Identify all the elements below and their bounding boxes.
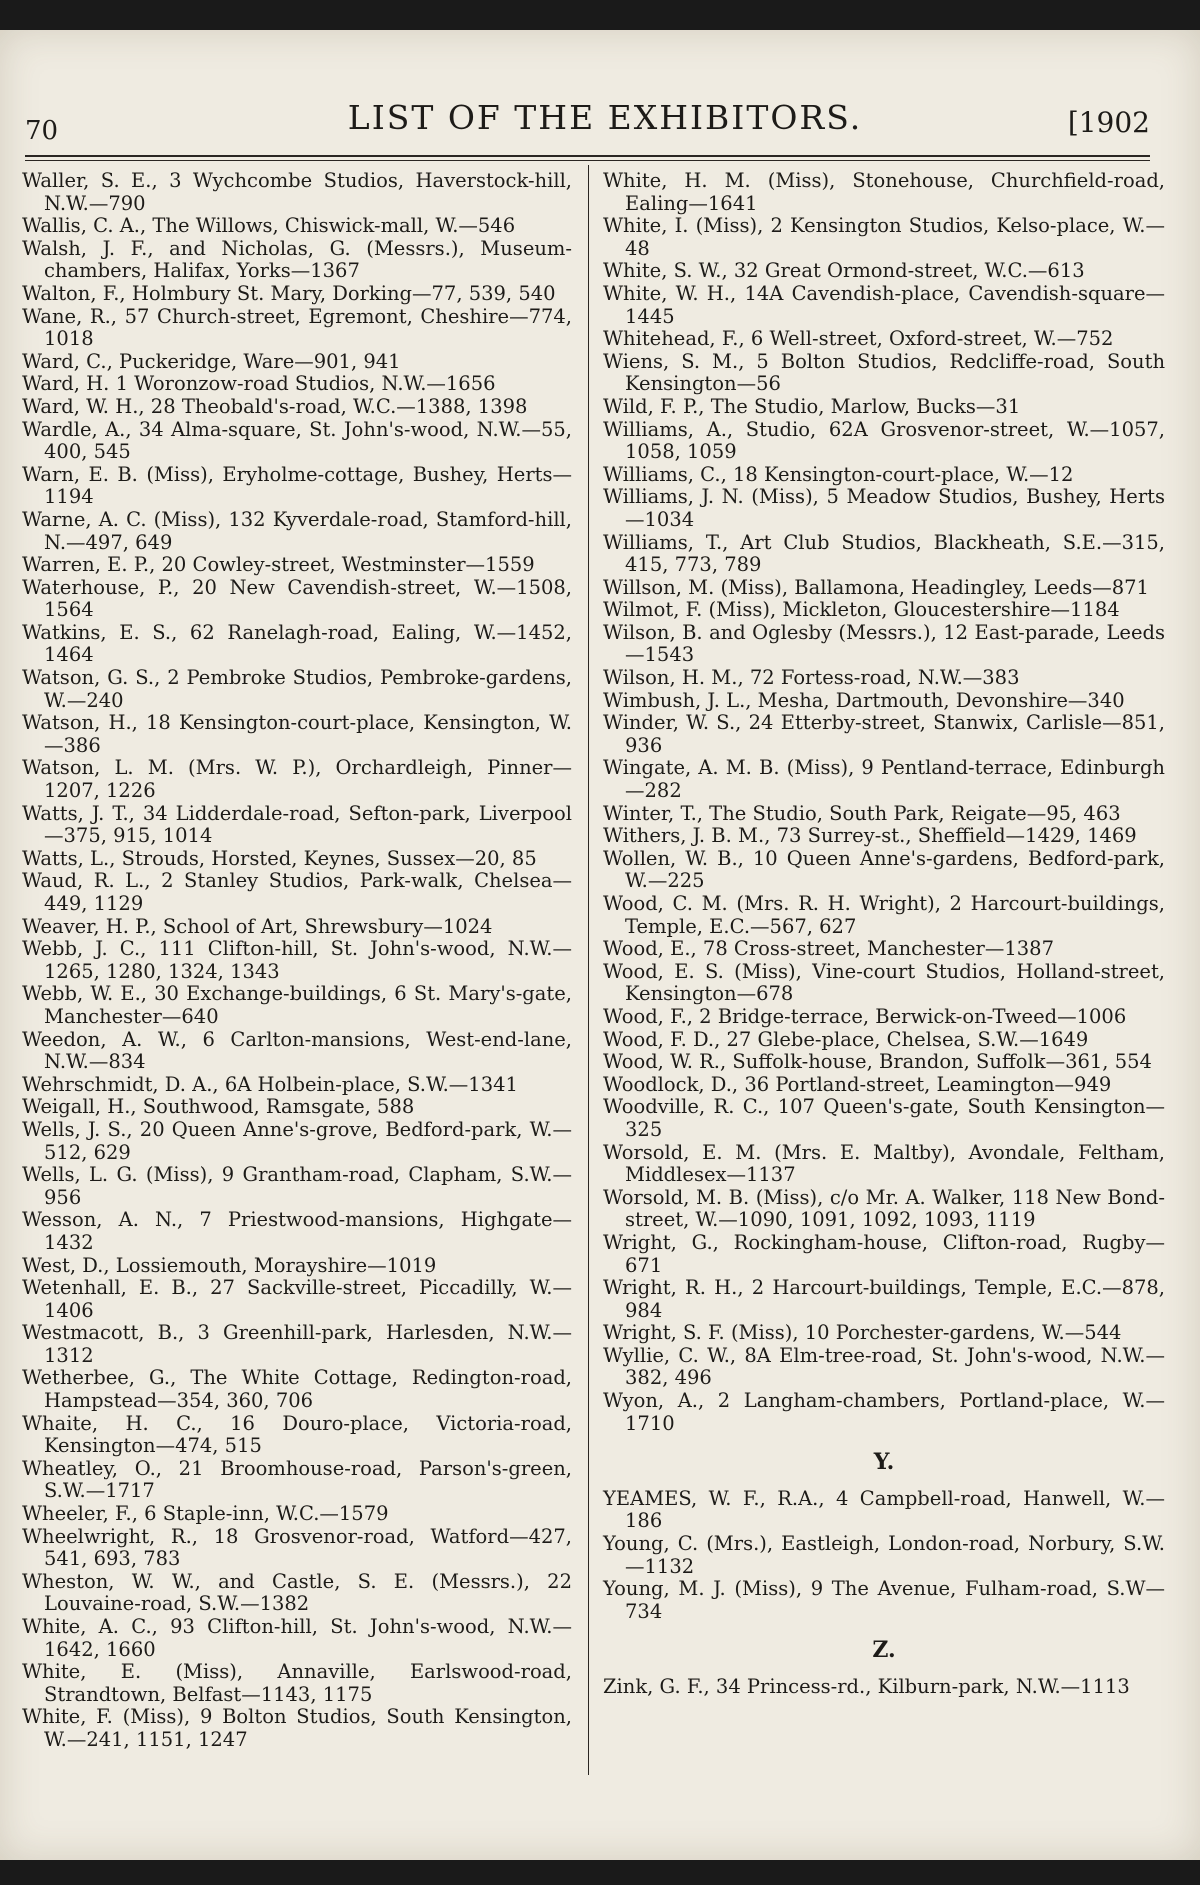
exhibitor-entry: White, H. M. (Miss), Stonehouse, Churchfield-road, Ealing—1641 [603,169,1165,215]
exhibitor-entry: Wheeler, F., 6 Staple-inn, W.C.—1579 [22,1502,389,1526]
exhibitor-entry: Willson, M. (Miss), Ballamona, Headingley, Leeds—871 [603,575,1149,599]
exhibitor-entry: Worsold, E. M. (Mrs. E. Maltby), Avondale, Feltham, Middlesex—1137 [603,1140,1165,1187]
exhibitor-entry: Wright, R. H., 2 Harcourt-buildings, Temple, E.C.—878, 984 [603,1276,1165,1322]
exhibitor-entry: Wetherbee, G., The White Cottage, Redington-road, Hampstead—354, 360, 706 [22,1366,572,1413]
exhibitor-entry: Woodlock, D., 36 Portland-street, Leamington—949 [603,1072,1112,1096]
exhibitor-entry: Wood, E. S. (Miss), Vine-court Studios, Holland-street, Kensington—678 [603,959,1165,1006]
exhibitor-entry: Wood, W. R., Suffolk-house, Brandon, Suffolk—361, 554 [603,1050,1152,1074]
exhibitor-entry: White, S. W., 32 Great Ormond-street, W.C.—613 [603,259,1085,283]
exhibitor-entry: Wheston, W. W., and Castle, S. E. (Messrs.), 22 Louvaine-road, S.W.—1382 [22,1569,572,1616]
left-column [22,170,572,1752]
exhibitor-entry: Wells, L. G. (Miss), 9 Grantham-road, Clapham, S.W.—956 [22,1163,572,1209]
column-divider [588,165,589,1775]
exhibitor-entry: Williams, C., 18 Kensington-court-place, W.—12 [603,462,1074,486]
exhibitor-entry: Zink, G. F., 34 Princess-rd., Kilburn-park, N.W.—1113 [603,1675,1130,1698]
exhibitor-entry: YEAMES, W. F., R.A., 4 Campbell-road, Hanwell, W.—186 [603,1486,1165,1533]
exhibitor-entry: Watson, G. S., 2 Pembroke Studios, Pembroke-gardens, W.—240 [22,666,572,712]
exhibitor-entry: Wesson, A. N., 7 Priestwood-mansions, Highgate—1432 [22,1208,572,1254]
year-label: [1902 [1067,106,1150,139]
exhibitor-entry: Watkins, E. S., 62 Ranelagh-road, Ealing, W.—1452, 1464 [22,620,572,667]
exhibitor-entry: Wood, E., 78 Cross-street, Manchester—1387 [603,937,1054,961]
right-column-entries [603,170,1165,1435]
exhibitor-entry: White, E. (Miss), Annaville, Earlswood-road, Strandtown, Belfast—1143, 1175 [22,1660,572,1706]
exhibitor-entry: Whitehead, F., 6 Well-street, Oxford-street, W.—752 [603,327,1114,351]
exhibitor-entry: Weaver, H. P., School of Art, Shrewsbury—1024 [22,914,493,938]
exhibitor-entry: Wyon, A., 2 Langham-chambers, Portland-place, W.—1710 [603,1389,1165,1435]
exhibitor-entry: Wardle, A., 34 Alma-square, St. John's-wood, N.W.—55, 400, 545 [22,417,572,464]
exhibitor-entry: Whaite, H. C., 16 Douro-place, Victoria-road, Kensington—474, 515 [22,1411,572,1458]
exhibitor-entry: Winder, W. S., 24 Etterby-street, Stanwix, Carlisle—851, 936 [603,711,1165,757]
exhibitor-entry: Wehrschmidt, D. A., 6A Holbein-place, S.W.—1341 [22,1072,518,1096]
exhibitor-entry: Wilson, H. M., 72 Fortess-road, N.W.—383 [603,666,1020,690]
exhibitor-entry: Wright, G., Rockingham-house, Clifton-road, Rugby—671 [603,1230,1165,1277]
book-page [0,30,1200,1860]
exhibitor-entry: Wells, J. S., 20 Queen Anne's-grove, Bedford-park, W.—512, 629 [22,1117,572,1164]
exhibitor-entry: Warn, E. B. (Miss), Eryholme-cottage, Bushey, Herts—1194 [22,462,572,509]
section-z-entries [603,1676,1165,1699]
exhibitor-entry: West, D., Lossiemouth, Morayshire—1019 [22,1253,437,1277]
page-header [25,78,1150,146]
exhibitor-entry: Wingate, A. M. B. (Miss), 9 Pentland-terrace, Edinburgh—282 [603,756,1165,803]
section-heading-z: Z. [872,1637,896,1664]
exhibitor-entry: Wood, F. D., 27 Glebe-place, Chelsea, S.W.—1649 [603,1027,1089,1051]
exhibitor-entry: Wyllie, C. W., 8A Elm-tree-road, St. John's-wood, N.W.—382, 496 [603,1343,1165,1390]
exhibitor-entry: Williams, T., Art Club Studios, Blackheath, S.E.—315, 415, 773, 789 [603,530,1165,577]
exhibitor-entry: Weedon, A. W., 6 Carlton-mansions, West-end-lane, N.W.—834 [22,1027,572,1074]
exhibitor-entry: Wilson, B. and Oglesby (Messrs.), 12 East-parade, Leeds—1543 [603,620,1165,667]
exhibitor-entry: Walsh, J. F., and Nicholas, G. (Messrs.), Museum-chambers, Halifax, Yorks—1367 [22,236,572,283]
exhibitor-entry: Williams, A., Studio, 62A Grosvenor-street, W.—1057, 1058, 1059 [603,417,1165,464]
exhibitor-entry: White, W. H., 14A Cavendish-place, Cavendish-square—1445 [603,281,1165,328]
exhibitor-entry: Webb, W. E., 30 Exchange-buildings, 6 St. Mary's-gate, Manchester—640 [22,982,572,1028]
exhibitor-entry: Waterhouse, P., 20 New Cavendish-street, W.—1508, 1564 [22,575,572,622]
exhibitor-entry: Wimbush, J. L., Mesha, Dartmouth, Devonshire—340 [603,688,1125,712]
exhibitor-entry: Wetenhall, E. B., 27 Sackville-street, Piccadilly, W.—1406 [22,1276,572,1322]
exhibitor-entry: Woodville, R. C., 107 Queen's-gate, South Kensington—325 [603,1095,1165,1141]
exhibitor-entry: Williams, J. N. (Miss), 5 Meadow Studios, Bushey, Herts—1034 [603,485,1165,531]
exhibitor-entry: Withers, J. B. M., 73 Surrey-st., Sheffield—1429, 1469 [603,824,1137,848]
exhibitor-entry: Wiens, S. M., 5 Bolton Studios, Redcliffe-road, South Kensington—56 [603,349,1165,396]
exhibitor-entry: White, F. (Miss), 9 Bolton Studios, South Kensington, W.—241, 1151, 1247 [22,1705,572,1751]
exhibitor-entry: Wright, S. F. (Miss), 10 Porchester-gardens, W.—544 [603,1321,1122,1345]
exhibitor-entry: Winter, T., The Studio, South Park, Reigate—95, 463 [603,801,1121,825]
exhibitor-entry: Watts, J. T., 34 Lidderdale-road, Sefton-park, Liverpool—375, 915, 1014 [22,801,572,848]
exhibitor-entry: Webb, J. C., 111 Clifton-hill, St. John's-wood, N.W.—1265, 1280, 1324, 1343 [22,937,572,983]
exhibitor-entry: Ward, H. 1 Woronzow-road Studios, N.W.—1656 [22,372,496,396]
header-rule [25,155,1150,157]
exhibitor-entry: Wilmot, F. (Miss), Mickleton, Gloucestershire—1184 [603,598,1120,622]
exhibitor-entry: Warren, E. P., 20 Cowley-street, Westminster—1559 [22,553,535,577]
exhibitor-entry: Young, M. J. (Miss), 9 The Avenue, Fulham-road, S.W—734 [603,1577,1165,1623]
exhibitor-entry: Wheelwright, R., 18 Grosvenor-road, Watford—427, 541, 693, 783 [22,1524,572,1571]
header-rule-thin [25,160,1150,161]
exhibitor-entry: Wood, C. M. (Mrs. R. H. Wright), 2 Harcourt-buildings, Temple, E.C.—567, 627 [603,892,1165,938]
section-y-entries [603,1488,1165,1624]
exhibitor-entry: Warne, A. C. (Miss), 132 Kyverdale-road, Stamford-hill, N.—497, 649 [22,507,572,554]
exhibitor-entry: Weigall, H., Southwood, Ramsgate, 588 [22,1095,415,1119]
exhibitor-entry: Wild, F. P., The Studio, Marlow, Bucks—31 [603,394,1021,418]
exhibitor-entry: Worsold, M. B. (Miss), c/o Mr. A. Walker, 118 New Bond-street, W.—1090, 1091, 1092, 1093, 1119 [603,1185,1165,1232]
exhibitor-entry: Waud, R. L., 2 Stanley Studios, Park-walk, Chelsea—449, 1129 [22,869,572,915]
exhibitor-entry: Wheatley, O., 21 Broomhouse-road, Parson's-green, S.W.—1717 [22,1456,572,1503]
exhibitor-entry: Wood, F., 2 Bridge-terrace, Berwick-on-Tweed—1006 [603,1004,1127,1028]
exhibitor-entry: Ward, C., Puckeridge, Ware—901, 941 [22,349,401,373]
exhibitor-entry: Walton, F., Holmbury St. Mary, Dorking—77, 539, 540 [22,281,556,305]
page-number: 70 [25,116,59,146]
running-title: LIST OF THE EXHIBITORS. [347,98,863,137]
exhibitor-entry: Watts, L., Strouds, Horsted, Keynes, Sussex—20, 85 [22,846,537,870]
exhibitor-entry: Watson, L. M. (Mrs. W. P.), Orchardleigh, Pinner—1207, 1226 [22,756,572,803]
exhibitor-entry: Wollen, W. B., 10 Queen Anne's-gardens, Bedford-park, W.—225 [603,846,1165,893]
exhibitor-entry: Watson, H., 18 Kensington-court-place, Kensington, W.—386 [22,711,572,757]
exhibitor-entry: Young, C. (Mrs.), Eastleigh, London-road, Norbury, S.W.—1132 [603,1532,1165,1578]
exhibitor-entry: Ward, W. H., 28 Theobald's-road, W.C.—1388, 1398 [22,394,528,418]
exhibitor-entry: Waller, S. E., 3 Wychcombe Studios, Haverstock-hill, N.W.—790 [22,169,572,215]
exhibitor-entry: Wane, R., 57 Church-street, Egremont, Cheshire—774, 1018 [22,304,572,351]
exhibitor-entry: Wallis, C. A., The Willows, Chiswick-mall, W.—546 [22,214,516,238]
right-column [603,170,1165,1699]
exhibitor-entry: White, I. (Miss), 2 Kensington Studios, Kelso-place, W.—48 [603,214,1165,260]
exhibitor-entry: White, A. C., 93 Clifton-hill, St. John's-wood, N.W.—1642, 1660 [22,1615,572,1661]
section-heading-y: Y. [873,1449,895,1476]
exhibitor-entry: Westmacott, B., 3 Greenhill-park, Harlesden, N.W.—1312 [22,1321,572,1367]
